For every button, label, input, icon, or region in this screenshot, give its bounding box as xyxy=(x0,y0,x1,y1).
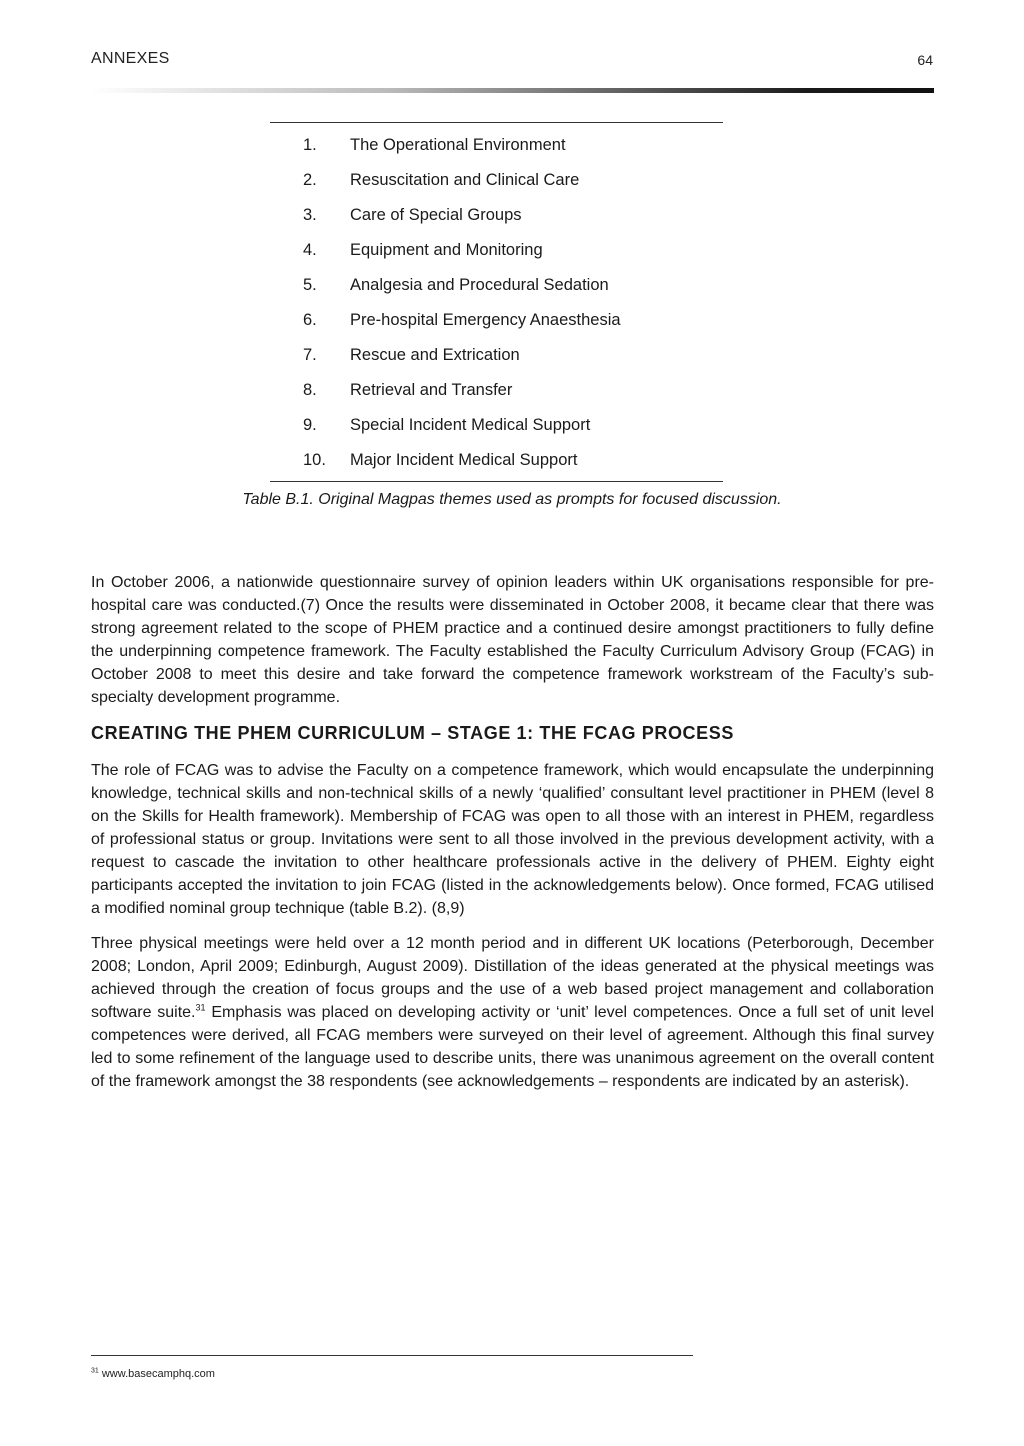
table-row xyxy=(270,373,723,408)
theme-label: The Operational Environment xyxy=(350,136,566,154)
table-row xyxy=(270,163,723,198)
table-row xyxy=(270,443,723,478)
theme-label: Special Incident Medical Support xyxy=(350,416,591,434)
page-number: 64 xyxy=(917,52,933,68)
paragraph-fcag-role: The role of FCAG was to advise the Faculty on a competence framework, which would encapsulate the underpinning knowledge, technical skills and non-technical skills of a newly ‘qualified’ consultant level practitioner in PHEM (level 8 on the Skills for Health framework). Membership of FCAG was open to all those with an interest in PHEM, regardless of professional status or group. Invitations were sent to all those involved in the previous development activity, with a request to cascade the invitation to other healthcare professionals active in the delivery of PHEM. Eighty eight participants accepted the invitation to join FCAG (listed in the acknowledgements below). Once formed, FCAG utilised a modified nominal group technique (table B.2). (8,9) xyxy=(91,762,934,917)
running-header-title: ANNEXES xyxy=(91,50,170,67)
footnote-number: 31 xyxy=(91,1367,99,1375)
footnote-reference[interactable]: 31 xyxy=(195,1002,206,1013)
table-row xyxy=(270,338,723,373)
theme-number: 6. xyxy=(303,311,317,329)
theme-number: 3. xyxy=(303,206,317,224)
theme-number: 9. xyxy=(303,416,317,434)
footnote xyxy=(91,1368,215,1380)
theme-number: 4. xyxy=(303,241,317,259)
table-row xyxy=(270,233,723,268)
table-caption: Table B.1. Original Magpas themes used as prompts for focused discussion. xyxy=(242,491,782,508)
theme-label: Major Incident Medical Support xyxy=(350,451,578,469)
paragraph-meetings-part-1: Three physical meetings were held over a 12 month period and in different UK locations (Peterborough, December 2008; London, April 2009; Edinburgh, August 2009). Distillation of the ideas generated at the physical meetings was achieved through the creation of focus groups and the use of a web based project management and collaboration software suite. xyxy=(91,935,934,1021)
paragraph-meetings xyxy=(91,932,934,1093)
theme-label: Analgesia and Procedural Sedation xyxy=(350,276,609,294)
theme-label: Rescue and Extrication xyxy=(350,346,520,364)
header-rule xyxy=(91,88,934,93)
footnote-rule xyxy=(91,1355,693,1356)
theme-number: 8. xyxy=(303,381,317,399)
theme-number: 7. xyxy=(303,346,317,364)
theme-label: Equipment and Monitoring xyxy=(350,241,543,259)
theme-number: 1. xyxy=(303,136,317,154)
theme-label: Care of Special Groups xyxy=(350,206,522,224)
themes-table xyxy=(270,122,723,482)
theme-number: 5. xyxy=(303,276,317,294)
theme-number: 10. xyxy=(303,451,326,469)
table-row xyxy=(270,198,723,233)
footnote-url[interactable]: www.basecamphq.com xyxy=(98,1368,215,1380)
theme-label: Retrieval and Transfer xyxy=(350,381,513,399)
table-row xyxy=(270,128,723,163)
theme-label: Resuscitation and Clinical Care xyxy=(350,171,580,189)
section-heading: CREATING THE PHEM CURRICULUM – STAGE 1: THE FCAG PROCESS xyxy=(91,723,734,743)
paragraph-intro: In October 2006, a nationwide questionnaire survey of opinion leaders within UK organisations responsible for pre-hospital care was conducted.(7) Once the results were disseminated in October 2008, it became clear that there was strong agreement related to the scope of PHEM practice and a continued desire amongst practitioners to fully define the underpinning competence framework. The Faculty established the Faculty Curriculum Advisory Group (FCAG) in October 2008 to meet this desire and take forward the competence framework workstream of the Faculty’s sub-specialty development programme. xyxy=(91,574,934,706)
theme-number: 2. xyxy=(303,171,317,189)
table-row xyxy=(270,303,723,338)
table-row xyxy=(270,408,723,443)
paragraph-meetings-part-2: Emphasis was placed on developing activity or ‘unit’ level competences. Once a full set of unit level competences were derived, all FCAG members were surveyed on their level of agreement. Although this final survey led to some refinement of the language used to describe units, there was unanimous agreement on the overall content of the framework amongst the 38 respondents (see acknowledgements – respondents are indicated by an asterisk). xyxy=(91,1004,935,1090)
table-row xyxy=(270,268,723,303)
theme-label: Pre-hospital Emergency Anaesthesia xyxy=(350,311,621,329)
